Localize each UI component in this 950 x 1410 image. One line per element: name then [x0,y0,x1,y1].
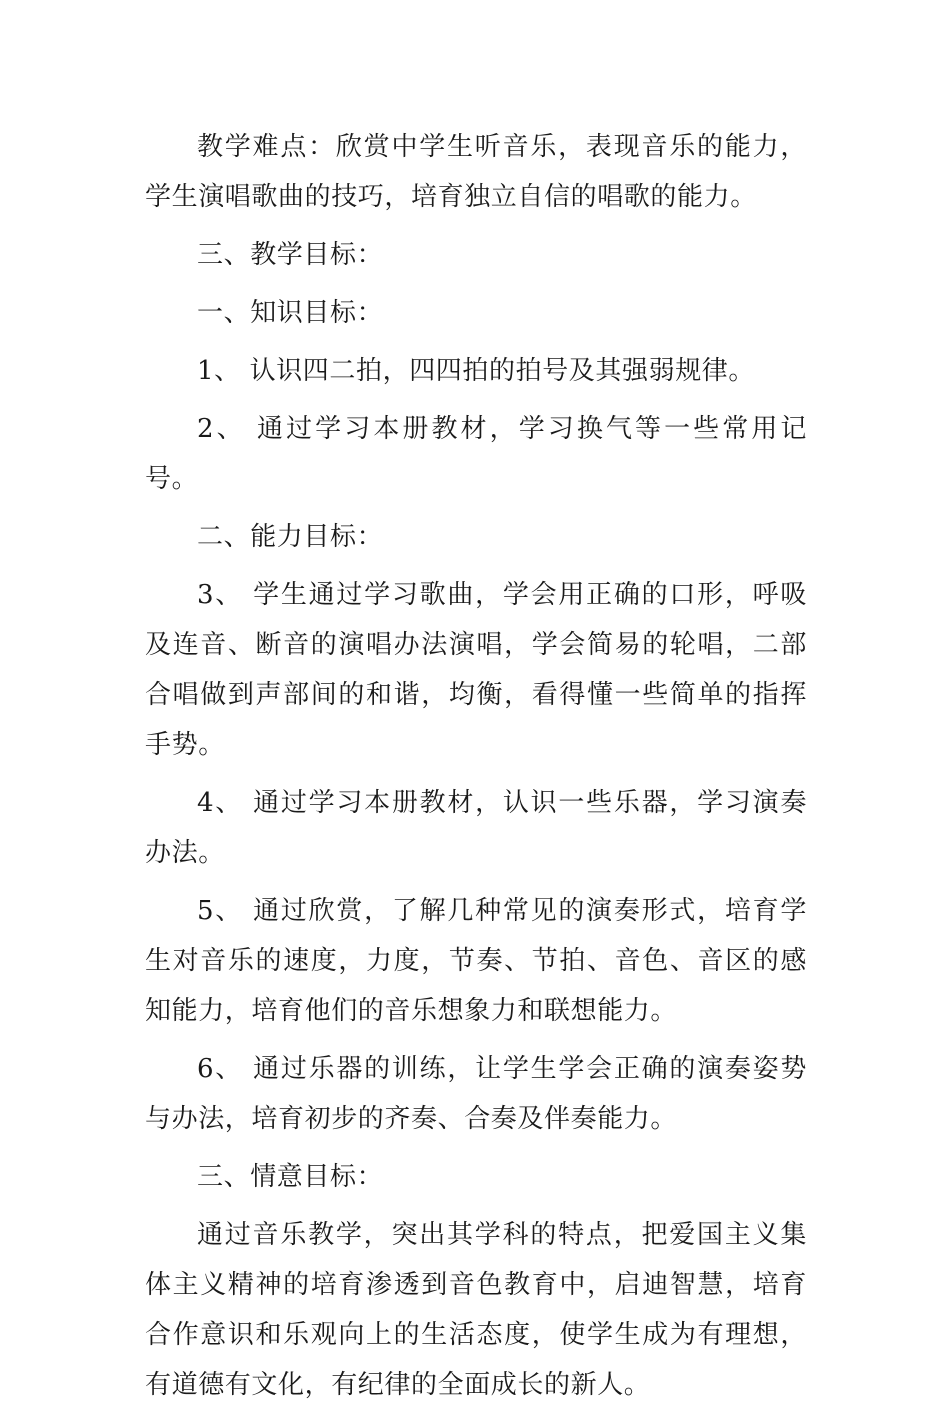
list-item-2: 2、 通过学习本册教材，学习换气等一些常用记号。 [145,414,807,494]
list-item-3: 3、 学生通过学习歌曲，学会用正确的口形，呼吸及连音、断音的演唱办法演唱，学会简易的轮唱，二部合唱做到声部间的和谐，均衡，看得懂一些简单的指挥手势。 [145,580,807,760]
list-item-6: 6、 通过乐器的训练，让学生学会正确的演奏姿势与办法，培育初步的齐奏、合奏及伴奏能力。 [145,1054,807,1134]
heading-ability-goals: 二、能力目标： [197,522,384,552]
heading-emotional-goals: 三、情意目标： [197,1162,384,1192]
paragraph-teaching-difficulty: 教学难点：欣赏中学生听音乐，表现音乐的能力，学生演唱歌曲的技巧，培育独立自信的唱歌的能力。 [145,132,807,212]
document-body [145,122,807,1410]
list-item-1: 1、 认识四二拍，四四拍的拍号及其强弱规律。 [197,356,756,386]
list-item-4: 4、 通过学习本册教材，认识一些乐器，学习演奏办法。 [145,788,807,868]
list-item-5: 5、 通过欣赏，了解几种常见的演奏形式，培育学生对音乐的速度，力度，节奏、节拍、音色、音区的感知能力，培育他们的音乐想象力和联想能力。 [145,896,807,1026]
paragraph-emotional-goals: 通过音乐教学，突出其学科的特点，把爱国主义集体主义精神的培育渗透到音色教育中，启迪智慧，培育合作意识和乐观向上的生活态度，使学生成为有理想，有道德有文化，有纪律的全面成长的新人。 [145,1220,807,1400]
heading-knowledge-goals: 一、知识目标： [197,298,384,328]
heading-teaching-goals: 三、教学目标： [197,240,384,270]
